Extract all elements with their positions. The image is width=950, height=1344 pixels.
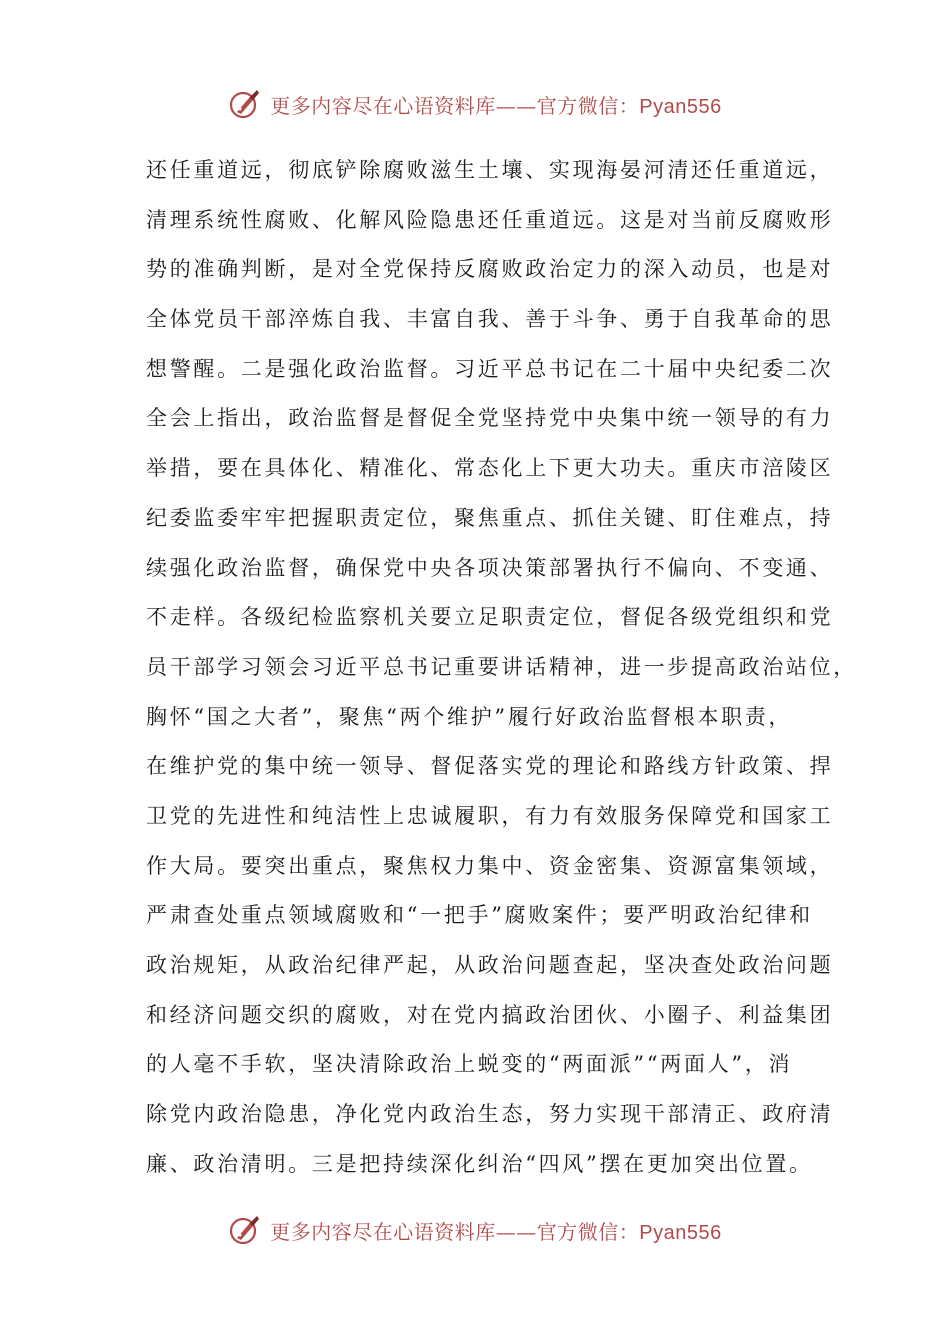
text-line: 胸怀“国之大者”，聚焦“两个维护”履行好政治监督根本职责，	[146, 704, 793, 729]
banner-title: 更多内容尽在心语资料库	[270, 93, 496, 118]
text-line: 除党内政治隐患，净化党内政治生态，努力实现干部清正、政府清	[146, 1102, 834, 1127]
text-line: 在维护党的集中统一领导、督促落实党的理论和路线方针政策、捍	[146, 754, 834, 779]
banner-wechat-id: Pyan556	[639, 95, 722, 118]
text-line: 全会上指出，政治监督是督促全党坚持党中央集中统一领导的有力	[146, 406, 834, 431]
text-line: 员干部学习领会习近平总书记重要讲话精神，进一步提高政治站位，	[146, 654, 857, 679]
text-line: 举措，要在具体化、精准化、常态化上下更大功夫。重庆市涪陵区	[146, 456, 834, 481]
text-line: 还任重道远，彻底铲除腐败滋生土壤、实现海晏河清还任重道远，	[146, 158, 834, 182]
text-line: 续强化政治监督，确保党中央各项决策部署执行不偏向、不变通、	[146, 555, 834, 580]
banner-wechat-label: 官方微信：	[536, 93, 640, 118]
banner-wechat-id: Pyan556	[639, 1221, 722, 1244]
text-line: 作大局。要突出重点，聚焦权力集中、资金密集、资源富集领域，	[146, 853, 834, 878]
text-line: 纪委监委牢牢把握职责定位，聚焦重点、抓住关键、盯住难点，持	[146, 505, 834, 530]
text-line: 想警醒。二是强化政治监督。习近平总书记在二十届中央纪委二次	[146, 356, 834, 381]
banner-title: 更多内容尽在心语资料库	[270, 1219, 496, 1244]
pen-nib-logo-icon	[228, 87, 262, 121]
text-line: 卫党的先进性和纯洁性上忠诚履职，有力有效服务保障党和国家工	[146, 803, 834, 828]
banner-dash: ——	[495, 1219, 537, 1244]
text-line: 清理系统性腐败、化解风险隐患还任重道远。这是对当前反腐败形	[146, 207, 834, 232]
banner-dash: ——	[495, 93, 537, 118]
footer-banner	[0, 1208, 950, 1252]
document-body	[146, 150, 857, 1193]
banner-wechat-label: 官方微信：	[536, 1219, 640, 1244]
text-line: 势的准确判断，是对全党保持反腐败政治定力的深入动员，也是对	[146, 257, 834, 282]
text-line: 全体党员干部淬炼自我、丰富自我、善于斗争、勇于自我革命的思	[146, 307, 834, 332]
text-line: 政治规矩，从政治纪律严起，从政治问题查起，坚决查处政治问题	[146, 953, 834, 977]
text-line: 不走样。各级纪检监察机关要立足职责定位，督促各级党组织和党	[146, 605, 834, 630]
header-banner	[0, 82, 950, 126]
banner-text	[270, 90, 721, 119]
text-line: 的人毫不手软，坚决清除政治上蜕变的“两面派”“两面人”，消	[146, 1052, 793, 1077]
text-line: 严肃查处重点领域腐败和“一把手”腐败案件；要严明政治纪律和	[146, 903, 813, 928]
text-line: 廉、政治清明。三是把持续深化纠治“四风”摆在更加突出位置。	[146, 1151, 813, 1176]
text-line: 和经济问题交织的腐败，对在党内搞政治团伙、小圈子、利益集团	[146, 1002, 834, 1027]
banner-text	[270, 1216, 721, 1245]
pen-nib-logo-icon	[228, 1213, 262, 1247]
